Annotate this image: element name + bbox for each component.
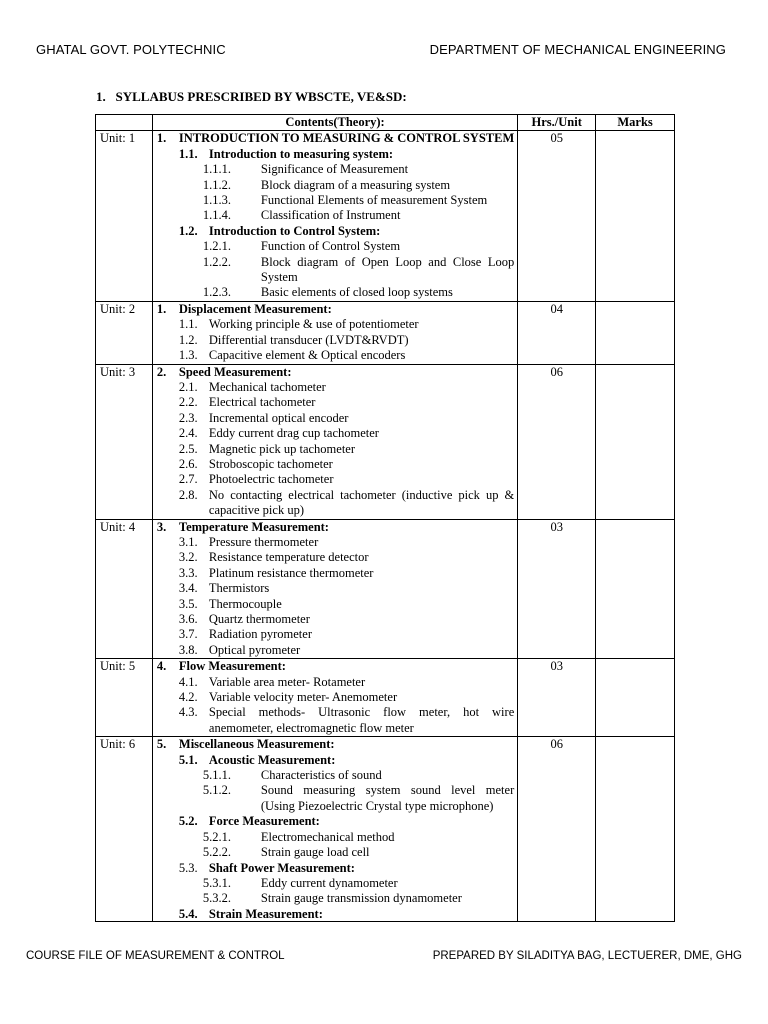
table-row [96, 364, 675, 519]
list-item [157, 690, 514, 705]
item-text: Sound measuring system sound level meter (Using Piezoelectric Crystal type microphone) [260, 783, 515, 813]
list-item [157, 147, 514, 162]
list-item [157, 814, 514, 829]
item-number: 3. [156, 519, 167, 534]
list-item [157, 659, 514, 674]
list-item [157, 426, 514, 441]
item-text: Quartz thermometer [208, 612, 310, 626]
item-number: 5.1.2. [202, 783, 232, 798]
item-number: 3.6. [178, 612, 198, 626]
item-number: 3.8. [178, 642, 198, 657]
unit-marks [596, 519, 675, 659]
list-item [157, 193, 514, 208]
item-text: Strain Measurement: [208, 906, 323, 921]
item-number: 1.1. [178, 317, 198, 332]
item-number: 2.6. [178, 456, 198, 471]
header-contents: Contents(Theory): [152, 115, 517, 131]
header-department: DEPARTMENT OF MECHANICAL ENGINEERING [429, 42, 726, 57]
list-item [157, 333, 514, 348]
item-number: 5.4. [178, 906, 198, 921]
item-number: 1.2.3. [202, 285, 232, 300]
item-number: 1.2. [178, 332, 198, 347]
item-text: Stroboscopic tachometer [208, 456, 333, 471]
header-hrs: Hrs./Unit [518, 115, 596, 131]
unit-hours: 04 [518, 301, 596, 364]
item-text: Mechanical tachometer [208, 379, 326, 394]
item-text: Speed Measurement: [178, 364, 292, 379]
item-text: Miscellaneous Measurement: [178, 737, 335, 752]
item-number: 3.7. [178, 627, 198, 642]
item-text: Flow Measurement: [178, 659, 286, 674]
unit-contents [152, 659, 517, 737]
unit-hours: 03 [518, 519, 596, 659]
list-item [157, 612, 514, 627]
list-item [157, 317, 514, 332]
item-number: 1.1.3. [202, 193, 232, 208]
table-row [96, 131, 675, 301]
unit-contents [152, 131, 517, 301]
item-text: Electromechanical method [260, 829, 395, 844]
item-number: 5.1.1. [202, 768, 232, 783]
list-item [157, 380, 514, 395]
item-text: Thermistors [208, 581, 270, 596]
list-item [157, 876, 514, 891]
item-text: Strain gauge load cell [260, 845, 370, 860]
item-number: 5.1. [178, 752, 198, 767]
item-number: 5.2. [178, 814, 198, 829]
item-text: Force Measurement: [208, 814, 320, 829]
item-text: Capacitive element & Optical encoders [208, 348, 406, 363]
unit-label: Unit: 1 [96, 131, 153, 301]
item-number: 2.3. [178, 410, 198, 425]
list-item [157, 768, 514, 783]
unit-label: Unit: 2 [96, 301, 153, 364]
unit-contents [152, 519, 517, 659]
item-text: Working principle & use of potentiometer [208, 317, 419, 332]
item-text: Magnetic pick up tachometer [208, 441, 356, 456]
item-text: Characteristics of sound [260, 768, 382, 783]
table-row [96, 519, 675, 659]
unit-label: Unit: 6 [96, 737, 153, 921]
item-number: 1. [156, 301, 167, 316]
item-text: Differential transducer (LVDT&RVDT) [208, 332, 409, 347]
item-number: 4.1. [178, 674, 198, 689]
item-text: Acoustic Measurement: [208, 752, 336, 767]
item-number: 3.4. [178, 581, 198, 596]
unit-marks [596, 301, 675, 364]
unit-hours: 06 [518, 364, 596, 519]
item-number: 1.1.2. [202, 177, 232, 192]
item-text: Thermocouple [208, 596, 282, 611]
unit-label: Unit: 3 [96, 364, 153, 519]
list-item [157, 131, 514, 146]
item-text: Shaft Power Measurement: [208, 860, 355, 875]
list-item [157, 705, 514, 736]
item-number: 5.3.1. [202, 875, 232, 890]
list-item [157, 365, 514, 380]
unit-label: Unit: 4 [96, 519, 153, 659]
list-item [157, 907, 514, 921]
item-number: 2.7. [178, 472, 198, 487]
list-item [157, 597, 514, 612]
item-number: 2.2. [178, 395, 198, 410]
item-text: Electrical tachometer [208, 395, 316, 410]
item-number: 5.3. [178, 860, 198, 875]
item-text: Introduction to measuring system: [208, 146, 394, 161]
list-item [157, 224, 514, 239]
footer-prepared-by: PREPARED BY SILADITYA BAG, LECTUERER, DME, GHG [432, 950, 742, 962]
item-number: 1. [156, 131, 167, 146]
item-text: Eddy current dynamometer [260, 875, 398, 890]
list-item [157, 208, 514, 223]
table-row [96, 301, 675, 364]
header-blank [96, 115, 153, 131]
list-item [157, 675, 514, 690]
item-number: 5.3.2. [202, 891, 232, 906]
item-number: 1.1.1. [202, 162, 232, 177]
list-item [157, 861, 514, 876]
item-text: Special methods- Ultrasonic flow meter, hot wire anemometer, electromagnetic flow meter [208, 705, 515, 735]
item-number: 2.1. [178, 379, 198, 394]
item-number: 4.3. [178, 705, 198, 720]
unit-marks [596, 659, 675, 737]
item-text: Basic elements of closed loop systems [260, 285, 453, 300]
list-item [157, 457, 514, 472]
item-number: 4.2. [178, 690, 198, 705]
list-item [157, 255, 514, 286]
item-number: 3.1. [178, 534, 198, 549]
unit-contents [152, 737, 517, 921]
unit-hours: 05 [518, 131, 596, 301]
item-number: 2.4. [178, 426, 198, 441]
list-item [157, 178, 514, 193]
item-number: 5.2.1. [202, 829, 232, 844]
item-number: 3.2. [178, 550, 198, 565]
list-item [157, 753, 514, 768]
item-text: No contacting electrical tachometer (inductive pick up & capacitive pick up) [208, 487, 515, 518]
list-item [157, 285, 514, 300]
list-item [157, 830, 514, 845]
table-header-row [96, 115, 675, 131]
unit-contents [152, 301, 517, 364]
item-text: Platinum resistance thermometer [208, 565, 374, 580]
item-text: Block diagram of Open Loop and Close Loop System [260, 254, 515, 285]
section-heading: 1. SYLLABUS PRESCRIBED BY WBSCTE, VE&SD: [96, 89, 407, 104]
item-text: Incremental optical encoder [208, 410, 349, 425]
item-number: 5.2.2. [202, 845, 232, 860]
syllabus-table [95, 114, 675, 922]
item-text: INTRODUCTION TO MEASURING & CONTROL SYSTEM [178, 131, 515, 146]
header-marks: Marks [596, 115, 675, 131]
list-item [157, 891, 514, 906]
item-text: Introduction to Control System: [208, 223, 381, 238]
list-item [157, 535, 514, 550]
list-item [157, 845, 514, 860]
list-item [157, 643, 514, 658]
item-number: 3.5. [178, 596, 198, 611]
item-text: Pressure thermometer [208, 534, 319, 549]
list-item [157, 783, 514, 814]
item-number: 2. [156, 364, 167, 379]
item-number: 2.5. [178, 441, 198, 456]
units-body [96, 131, 675, 921]
item-text: Temperature Measurement: [178, 519, 329, 534]
unit-contents [152, 364, 517, 519]
item-number: 1.2. [178, 223, 198, 238]
table-row [96, 737, 675, 921]
item-text: Variable velocity meter- Anemometer [208, 690, 398, 705]
list-item [157, 162, 514, 177]
item-text: Block diagram of a measuring system [260, 177, 451, 192]
item-text: Significance of Measurement [260, 162, 409, 177]
item-text: Classification of Instrument [260, 208, 401, 223]
item-text: Resistance temperature detector [208, 550, 369, 565]
list-item [157, 566, 514, 581]
unit-hours: 03 [518, 659, 596, 737]
list-item [157, 737, 514, 752]
item-number: 1.1. [178, 146, 198, 161]
item-text: Eddy current drag cup tachometer [208, 426, 379, 441]
unit-marks [596, 131, 675, 301]
table-row [96, 659, 675, 737]
item-number: 5. [156, 737, 167, 752]
item-text: Displacement Measurement: [178, 301, 332, 316]
unit-marks [596, 364, 675, 519]
list-item [157, 472, 514, 487]
item-text: Photoelectric tachometer [208, 472, 334, 487]
item-number: 3.3. [178, 565, 198, 580]
list-item [157, 348, 514, 363]
item-text: Functional Elements of measurement System [260, 193, 488, 208]
item-text: Function of Control System [260, 239, 401, 254]
list-item [157, 442, 514, 457]
list-item [157, 581, 514, 596]
header-institution: GHATAL GOVT. POLYTECHNIC [36, 42, 226, 57]
list-item [157, 395, 514, 410]
item-text: Optical pyrometer [208, 642, 301, 657]
item-text: Strain gauge transmission dynamometer [260, 891, 462, 906]
item-text: Variable area meter- Rotameter [208, 674, 366, 689]
item-number: 4. [156, 659, 167, 674]
item-number: 2.8. [178, 487, 198, 502]
list-item [157, 488, 514, 519]
item-number: 1.2.1. [202, 239, 232, 254]
unit-label: Unit: 5 [96, 659, 153, 737]
item-text: Radiation pyrometer [208, 627, 312, 642]
footer-course: COURSE FILE OF MEASUREMENT & CONTROL [26, 950, 285, 962]
item-number: 1.3. [178, 348, 198, 363]
unit-hours: 06 [518, 737, 596, 921]
item-number: 1.1.4. [202, 208, 232, 223]
list-item [157, 520, 514, 535]
unit-marks [596, 737, 675, 921]
list-item [157, 627, 514, 642]
item-number: 1.2.2. [202, 254, 232, 269]
list-item [157, 550, 514, 565]
list-item [157, 411, 514, 426]
list-item [157, 302, 514, 317]
list-item [157, 239, 514, 254]
